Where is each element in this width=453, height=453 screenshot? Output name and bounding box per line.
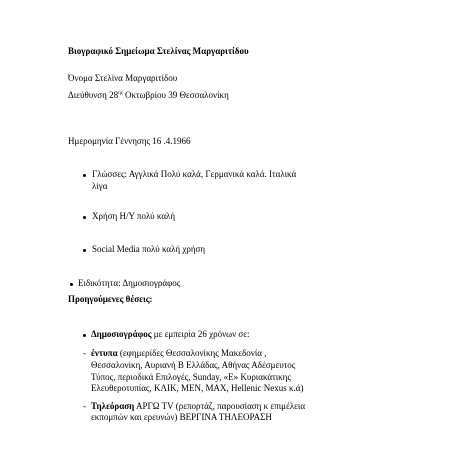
bullet-icon (83, 334, 86, 337)
journalist-line (91, 329, 250, 340)
address-prefix: Διεύθυνση 28 (68, 90, 119, 100)
birth-date-line: Ημερομηνία Γέννησης 16 .4.1966 (68, 136, 191, 146)
address-suffix: Οκτωβρίου 39 Θεσσαλονίκη (122, 90, 229, 100)
journalist-text: με εμπειρία 26 χρόνων σε: (151, 329, 250, 339)
tv-text-1: ΑΡΓΩ TV (ρεπορτάζ, παρουσίαση κ επιμέλεια (134, 401, 306, 411)
tv-line2: εκπομπών και ερευνών) ΒΕΡΓΙΝΑ ΤΗΛΕΟΡΑΣΗ (91, 412, 272, 422)
print-dash: - (83, 348, 86, 358)
print-line2: Θεσσαλονίκη, Αυριανή Β Ελλάδας, Αθήνας Αδέσμευτος (91, 360, 296, 370)
journalist-label: Δημοσιογράφος (91, 329, 152, 339)
previous-positions-heading: Προηγούμενες θέσεις: (68, 294, 153, 304)
skill-social-media: Social Media πολύ καλή χρήση (92, 244, 206, 254)
skill-computer: Χρήση Η/Υ πολύ καλή (92, 211, 176, 221)
name-line: Όνομα Στελίνα Μαργαριτίδου (68, 73, 178, 83)
address-line (68, 90, 229, 101)
address-sup: ης (118, 91, 123, 96)
document-title: Βιογραφικό Σημείωμα Στελίνας Μαργαριτίδου (68, 46, 249, 56)
tv-dash: - (83, 401, 86, 411)
print-line3: Τύπος, περιοδικά Επιλογές, Sunday, «Ε» Κυριακάτικης (91, 372, 291, 382)
print-line1 (91, 348, 267, 359)
print-text-1: (εφημερίδες Θεσσαλονίκης Μακεδονία , (117, 348, 267, 358)
specialty-line: Ειδικότητα: Δημοσιογράφος (78, 278, 181, 288)
bullet-icon (70, 283, 73, 286)
skill-languages-line1: Γλώσσες: Αγγλικά Πολύ καλά, Γερμανικά καλά. Ιταλικά (92, 169, 297, 179)
bullet-icon (83, 249, 86, 252)
skill-languages-line2: λίγα (92, 181, 108, 191)
print-line4: Ελευθεροτυπίας, ΚΛΙΚ, ΜΕΝ, ΜΑΧ, Hellenic Nexus κ.ά) (91, 383, 304, 393)
tv-line1 (91, 401, 305, 412)
bullet-icon (83, 216, 86, 219)
bullet-icon (83, 174, 86, 177)
print-label: έντυπα (91, 348, 118, 358)
tv-label: Τηλεόραση (91, 401, 135, 411)
